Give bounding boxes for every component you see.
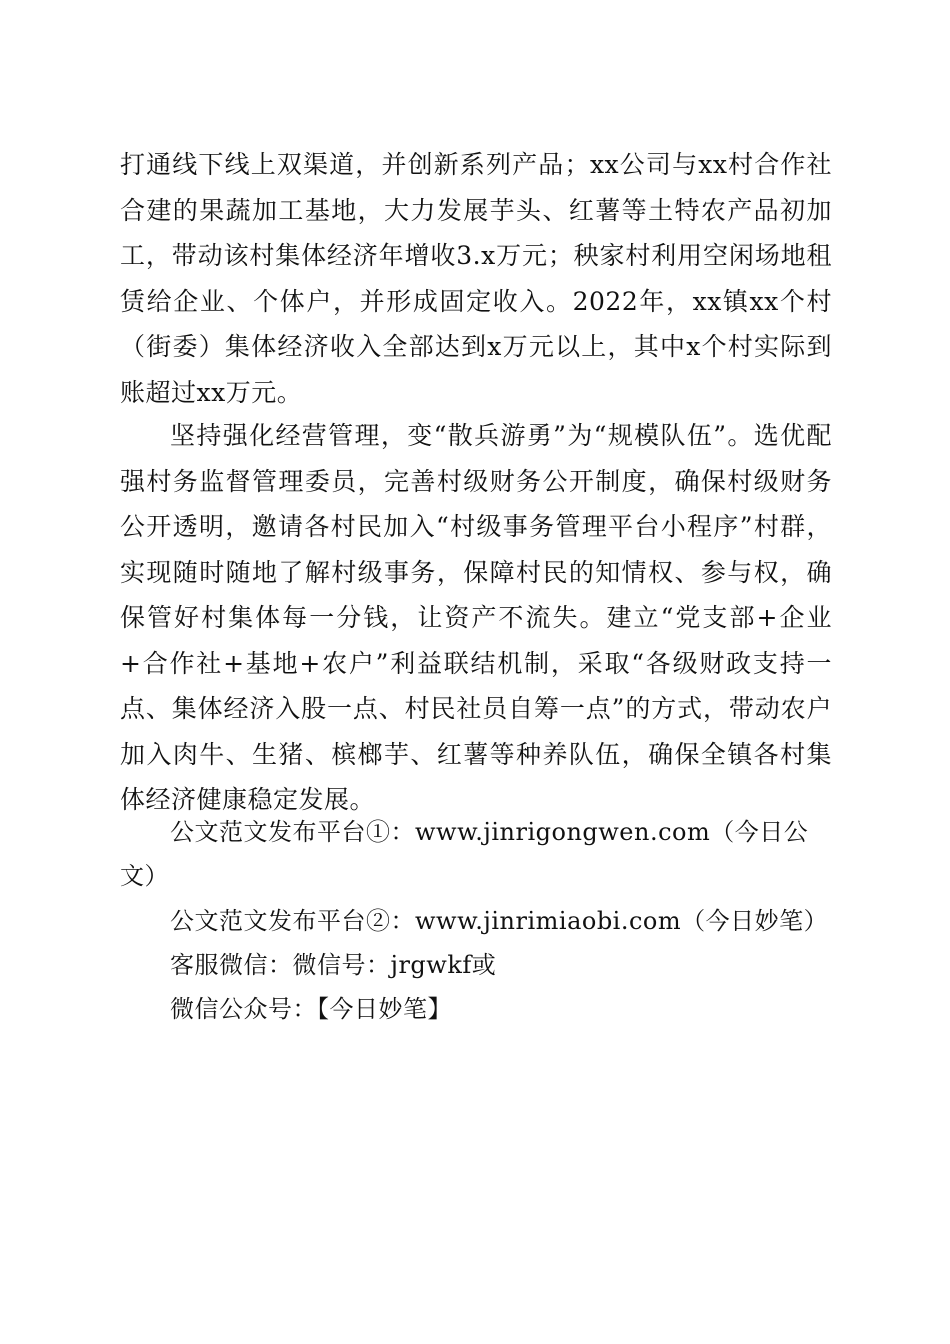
footer-platform-1 — [120, 810, 832, 898]
body-paragraph-continued: 打通线下线上双渠道，并创新系列产品；xx公司与xx村合作社合建的果蔬加工基地，大力发展芋头、红薯等土特农产品初加工，带动该村集体经济年增收3.x万元；秧家村利用空闲场地租赁给企业、个体户，并形成固定收入。2022年，xx镇xx个村（街委）集体经济收入全部达到x万元以上，其中x个村实际到账超过xx万元。 — [120, 150, 832, 407]
official-account-text: 微信公众号：【今日妙笔】 — [170, 995, 452, 1023]
footer-service-wechat — [120, 943, 832, 987]
platform-2-text: 公文范文发布平台②：www.jinrimiaobi.com（今日妙笔） — [170, 907, 829, 935]
body-paragraph-management: 坚持强化经营管理，变“散兵游勇”为“规模队伍”。选优配强村务监督管理委员，完善村级财务公开制度，确保村级财务公开透明，邀请各村民加入“村级事务管理平台小程序”村群，实现随时随地了解村级事务，保障村民的知情权、参与权，确保管好村集体每一分钱，让资产不流失。建立“党支部+企业+合作社+基地+农户”利益联结机制，采取“各级财政支持一点、集体经济入股一点、村民社员自筹一点”的方式，带动农户加入肉牛、生猪、槟榔芋、红薯等种养队伍，确保全镇各村集体经济健康稳定发展。 — [120, 421, 832, 814]
footer-official-account — [120, 987, 832, 1031]
platform-1-text: 公文范文发布平台①：www.jinrigongwen.com（今日公文） — [120, 818, 809, 890]
service-wechat-text: 客服微信：微信号：jrgwkf或 — [170, 951, 497, 979]
footer-platform-2 — [120, 899, 832, 943]
